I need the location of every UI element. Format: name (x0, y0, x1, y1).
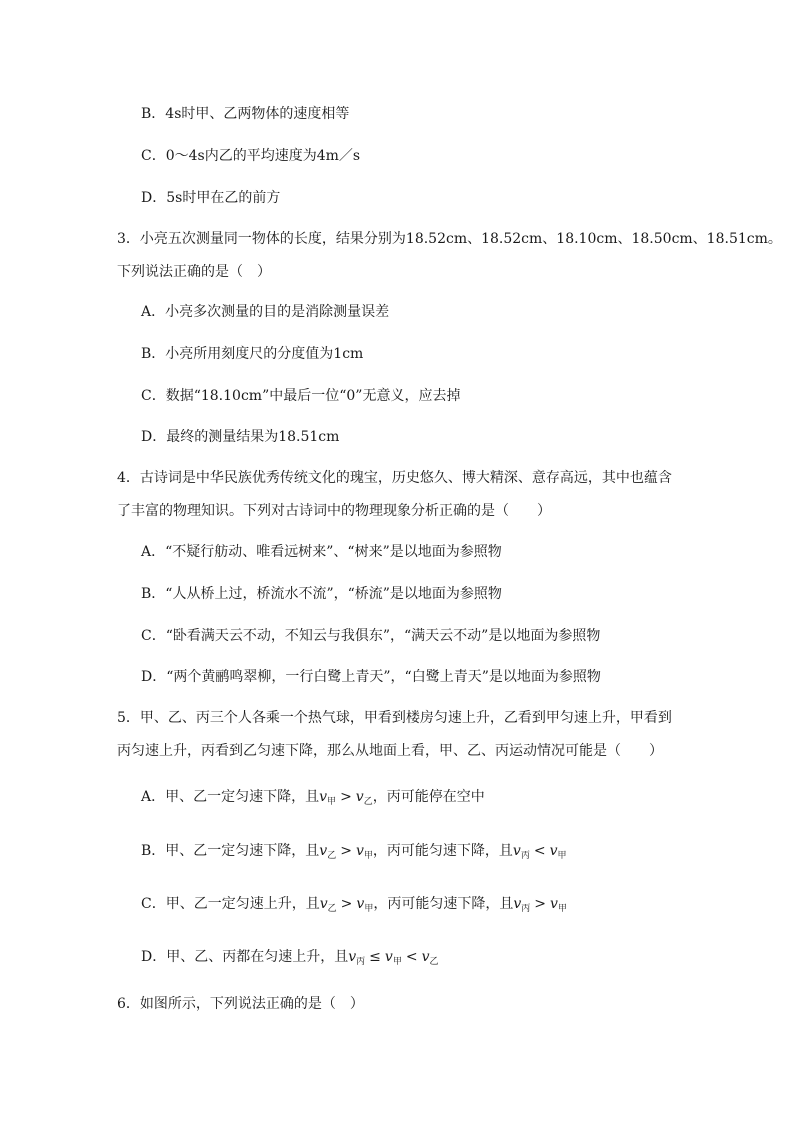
q2-option-c: C．0～4s内乙的平均速度为4m／s (141, 148, 361, 164)
q5-option-b-mid: ，丙可能匀速下降，且 (372, 843, 513, 859)
subscript: 丙 (520, 851, 530, 861)
subscript: 甲 (557, 851, 567, 861)
q5-stem-line-2: 丙匀速上升，丙看到乙匀速下降，那么从地面上看，甲、乙、丙运动情况可能是（ ） (117, 743, 663, 759)
q5-option-b-text: B．甲、乙一定匀速下降，且 (141, 843, 320, 859)
q3-option-c: C．数据“18.10cm”中最后一位“0”无意义，应去掉 (141, 388, 461, 404)
q4-option-a: A．“不疑行舫动、唯看远树来”、“树来”是以地面为参照物 (141, 544, 502, 560)
q3-option-d: D．最终的测量结果为18.51cm (141, 429, 340, 445)
q5-option-c-text: C．甲、乙一定匀速上升，且 (141, 896, 320, 912)
velocity-symbol: v (513, 896, 522, 912)
q4-stem-line-2: 了丰富的物理知识。下列对古诗词中的物理现象分析正确的是（ ） (117, 503, 551, 519)
subscript: 甲 (327, 797, 337, 807)
velocity-symbol: v (384, 949, 393, 965)
q2-option-d: D．5s时甲在乙的前方 (141, 190, 281, 206)
subscript: 乙 (327, 851, 337, 861)
q2-option-b: B．4s时甲、乙两物体的速度相等 (141, 106, 350, 122)
velocity-symbol: v (356, 896, 365, 912)
subscript: 甲 (392, 957, 402, 967)
velocity-symbol: v (512, 843, 521, 859)
q4-option-d: D．“两个黄鹂鸣翠柳，一行白鹭上青天”，“白鹭上青天”是以地面为参照物 (141, 669, 601, 685)
q3-stem-line-1: 3．小亮五次测量同一物体的长度，结果分别为18.52cm、18.52cm、18.10cm、18.50cm、18.51cm。 (117, 231, 782, 247)
greater-than: > (340, 896, 353, 912)
q5-option-d-text: D．甲、乙、丙都在匀速上升，且 (141, 949, 349, 965)
subscript: 乙 (429, 957, 439, 967)
subscript: 丙 (356, 957, 366, 967)
velocity-symbol: v (319, 896, 328, 912)
subscript: 甲 (363, 851, 373, 861)
q3-stem-line-2: 下列说法正确的是（ ） (117, 264, 271, 280)
velocity-symbol: v (319, 789, 328, 805)
q5-option-a (141, 788, 485, 811)
subscript: 甲 (364, 904, 374, 914)
less-than: < (405, 949, 418, 965)
velocity-symbol: v (550, 896, 558, 912)
q4-option-b: B．“人从桥上过，桥流水不流”，“桥流”是以地面为参照物 (141, 586, 502, 602)
velocity-symbol: v (549, 843, 558, 859)
q5-option-a-text: A．甲、乙一定匀速下降，且 (141, 789, 320, 805)
velocity-symbol: v (355, 789, 364, 805)
subscript: 乙 (363, 797, 373, 807)
q5-option-d (141, 948, 439, 971)
q6-stem: 6．如图所示，下列说法正确的是（ ） (117, 996, 364, 1012)
q5-option-a-tail: ，丙可能停在空中 (372, 789, 485, 805)
q4-stem-line-1: 4．古诗词是中华民族优秀传统文化的瑰宝，历史悠久、博大精深、意存高远，其中也蕴含 (117, 470, 672, 486)
greater-than: > (340, 789, 352, 805)
subscript: 丙 (521, 904, 531, 914)
q3-option-b: B．小亮所用刻度尺的分度值为1cm (141, 346, 364, 362)
velocity-symbol: v (348, 949, 357, 965)
greater-than: > (340, 843, 352, 859)
subscript: 甲 (557, 904, 567, 914)
greater-than: > (534, 896, 546, 912)
velocity-symbol: v (355, 843, 364, 859)
q5-option-b (141, 842, 567, 865)
subscript: 乙 (327, 904, 337, 914)
q5-stem-line-1: 5．甲、乙、丙三个人各乘一个热气球，甲看到楼房匀速上升，乙看到甲匀速上升，甲看到 (117, 710, 672, 726)
velocity-symbol: v (319, 843, 328, 859)
q4-option-c: C．“卧看满天云不动，不知云与我俱东”，“满天云不动”是以地面为参照物 (141, 628, 601, 644)
velocity-symbol: v (421, 949, 430, 965)
q3-option-a: A．小亮多次测量的目的是消除测量误差 (141, 304, 390, 320)
q5-option-c (141, 895, 567, 918)
q5-option-c-mid: ，丙可能匀速下降，且 (373, 896, 514, 912)
less-than: < (533, 843, 546, 859)
less-or-equal: ≤ (369, 949, 381, 965)
